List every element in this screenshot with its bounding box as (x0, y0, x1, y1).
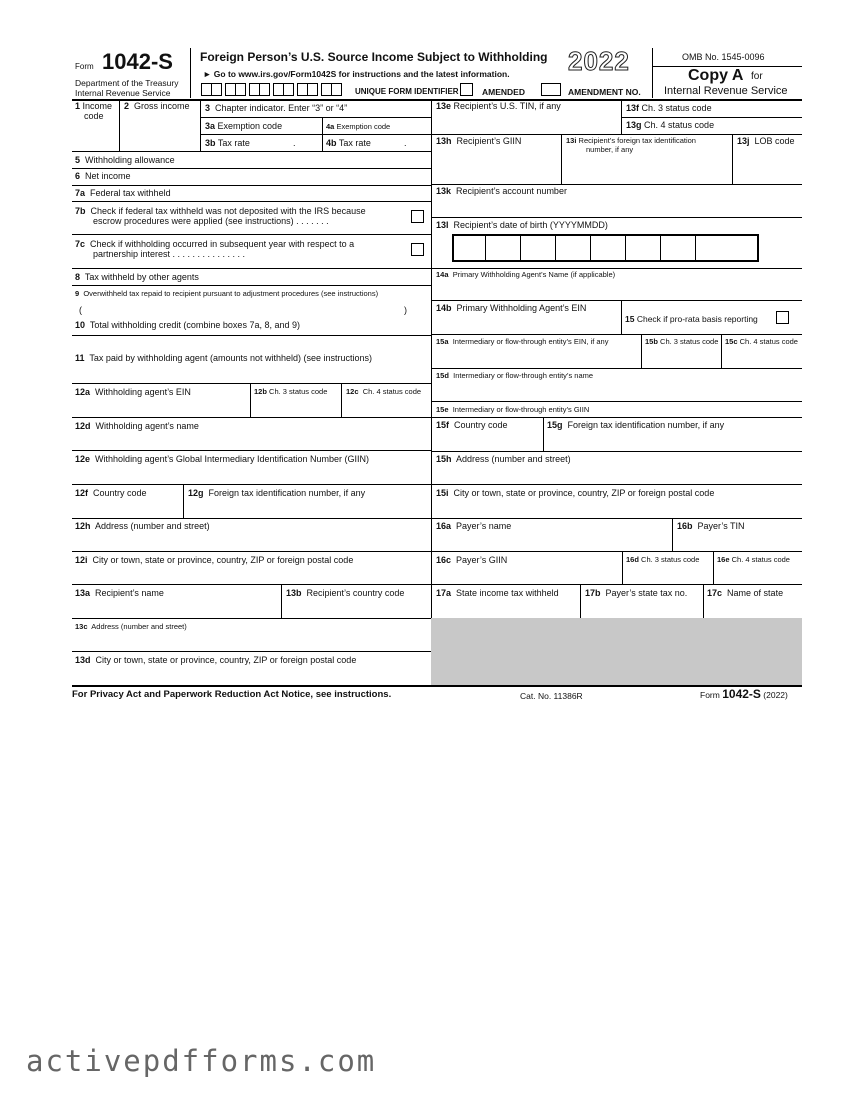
box4a-label: 4a Exemption code (326, 122, 391, 131)
omb-number: OMB No. 1545-0096 (682, 52, 765, 62)
box12b-label: 12b Ch. 3 status code (254, 387, 328, 396)
box13l-label: 13l Recipient’s date of birth (YYYYMMDD) (436, 220, 608, 230)
amended-checkbox[interactable] (460, 83, 473, 96)
box12i-label: 12i City or town, state or province, country, ZIP or foreign postal code (75, 555, 354, 565)
box9-label: 9 Overwithheld tax repaid to recipient pursuant to adjustment procedures (see instructions) (75, 289, 379, 298)
box15d-label: 15d Intermediary or flow-through entity’s name (436, 371, 594, 380)
box1-label-line2: code (84, 111, 104, 121)
box7c-label: 7c Check if withholding occurred in subsequent year with respect to a (75, 239, 355, 249)
box7c-checkbox[interactable] (411, 243, 424, 256)
box13d-label: 13d City or town, state or province, country, ZIP or foreign postal code (75, 655, 357, 665)
box17c-label: 17c Name of state (707, 588, 784, 598)
box12g-label: 12g Foreign tax identification number, if any (188, 488, 366, 498)
box16e-label: 16e Ch. 4 status code (717, 555, 790, 564)
box15i-label: 15i City or town, state or province, country, ZIP or foreign postal code (436, 488, 715, 498)
box17a-label: 17a State income tax withheld (436, 588, 559, 598)
box13k-label: 13k Recipient’s account number (436, 186, 567, 196)
box12a-label: 12a Withholding agent’s EIN (75, 387, 191, 397)
box15h-label: 15h Address (number and street) (436, 454, 571, 464)
box4b-decimal: . (404, 138, 407, 148)
box12c-label: 12c Ch. 4 status code (346, 387, 422, 396)
amendment-no-label: AMENDMENT NO. (568, 87, 641, 97)
box6-label: 6 Net income (75, 171, 131, 181)
box13f-label: 13f Ch. 3 status code (626, 103, 712, 113)
box13e-label: 13e Recipient’s U.S. TIN, if any (436, 101, 561, 111)
box7a-label: 7a Federal tax withheld (75, 188, 171, 198)
dept-line1: Department of the Treasury (75, 78, 179, 88)
box12h-label: 12h Address (number and street) (75, 521, 210, 531)
ufi-label: UNIQUE FORM IDENTIFIER (355, 87, 459, 96)
catalog-number: Cat. No. 11386R (520, 691, 583, 701)
box13a-label: 13a Recipient’s name (75, 588, 164, 598)
box3a-label: 3a Exemption code (205, 121, 283, 131)
box13h-label: 13h Recipient’s GIIN (436, 136, 522, 146)
box4b-label: 4b Tax rate (326, 138, 371, 148)
box13j-label: 13j LOB code (737, 136, 795, 146)
privacy-notice: For Privacy Act and Paperwork Reduction Act Notice, see instructions. (72, 689, 392, 700)
box16c-label: 16c Payer’s GIIN (436, 555, 508, 565)
box13b-label: 13b Recipient’s country code (286, 588, 405, 598)
box12d-label: 12d Withholding agent’s name (75, 421, 199, 431)
box3b-decimal: . (293, 138, 296, 148)
box15-checkbox[interactable] (776, 311, 789, 324)
box16d-label: 16d Ch. 3 status code (626, 555, 700, 564)
box7c-label-line2: partnership interest . . . . . . . . . . . . . . . (93, 249, 246, 259)
box14b-label: 14b Primary Withholding Agent’s EIN (436, 303, 587, 313)
copy-recipient: Internal Revenue Service (664, 85, 788, 97)
box11-label: 11 Tax paid by withholding agent (amounts not withheld) (see instructions) (75, 353, 373, 363)
box12f-label: 12f Country code (75, 488, 147, 498)
amendment-number-box[interactable] (541, 83, 561, 96)
box15g-label: 15g Foreign tax identification number, if any (547, 420, 725, 430)
form-subtitle: ► Go to www.irs.gov/Form1042S for instructions and the latest information. (203, 69, 510, 79)
box15-label: 15 Check if pro-rata basis reporting (625, 314, 758, 324)
watermark: activepdfforms.com (26, 1044, 377, 1078)
box3-label: 3 Chapter indicator. Enter “3” or “4” (205, 103, 348, 113)
form-word: Form (75, 62, 94, 71)
box5-label: 5 Withholding allowance (75, 155, 175, 165)
form-number: 1042-S (102, 49, 173, 74)
box13i-label: 13i Recipient’s foreign tax identification (566, 136, 696, 145)
box16a-label: 16a Payer’s name (436, 521, 512, 531)
box16b-label: 16b Payer’s TIN (677, 521, 745, 531)
form-year: 2022 (568, 46, 630, 76)
box13g-label: 13g Ch. 4 status code (626, 120, 715, 130)
box10-label: 10 Total withholding credit (combine boxes 7a, 8, and 9) (75, 320, 300, 330)
box9-close-paren: ) (404, 305, 407, 315)
form-title: Foreign Person’s U.S. Source Income Subject to Withholding (200, 50, 548, 64)
box8-label: 8 Tax withheld by other agents (75, 272, 199, 282)
amended-label: AMENDED (482, 87, 525, 97)
box7b-label: 7b Check if federal tax withheld was not deposited with the IRS because (75, 206, 366, 216)
box15e-label: 15e Intermediary or flow-through entity’s GIIN (436, 405, 590, 414)
box13i-label-line2: number, if any (586, 145, 634, 154)
dept-line2: Internal Revenue Service (75, 88, 171, 98)
box7b-label-line2: escrow procedures were applied (see instructions) . . . . . . . (93, 216, 329, 226)
box13c-label: 13c Address (number and street) (75, 622, 187, 631)
box15a-label: 15a Intermediary or flow-through entity’s EIN, if any (436, 337, 609, 346)
box9-open-paren: ( (79, 305, 82, 315)
footer-form-id: Form 1042-S (2022) (700, 687, 788, 701)
copy-for: for (751, 71, 763, 82)
box15f-label: 15f Country code (436, 420, 508, 430)
shaded-area (431, 618, 802, 685)
box15b-label: 15b Ch. 3 status code (645, 337, 719, 346)
box2-label: 2 Gross income (124, 101, 190, 111)
box7b-checkbox[interactable] (411, 210, 424, 223)
box12e-label: 12e Withholding agent’s Global Intermediary Identification Number (GIIN) (75, 454, 370, 464)
box1-label: 1 Income (75, 101, 113, 111)
box3b-label: 3b Tax rate (205, 138, 250, 148)
box15c-label: 15c Ch. 4 status code (725, 337, 798, 346)
copy-label: Copy A (688, 67, 744, 84)
box14a-label: 14a Primary Withholding Agent’s Name (if applicable) (436, 270, 616, 279)
box17b-label: 17b Payer’s state tax no. (585, 588, 688, 598)
